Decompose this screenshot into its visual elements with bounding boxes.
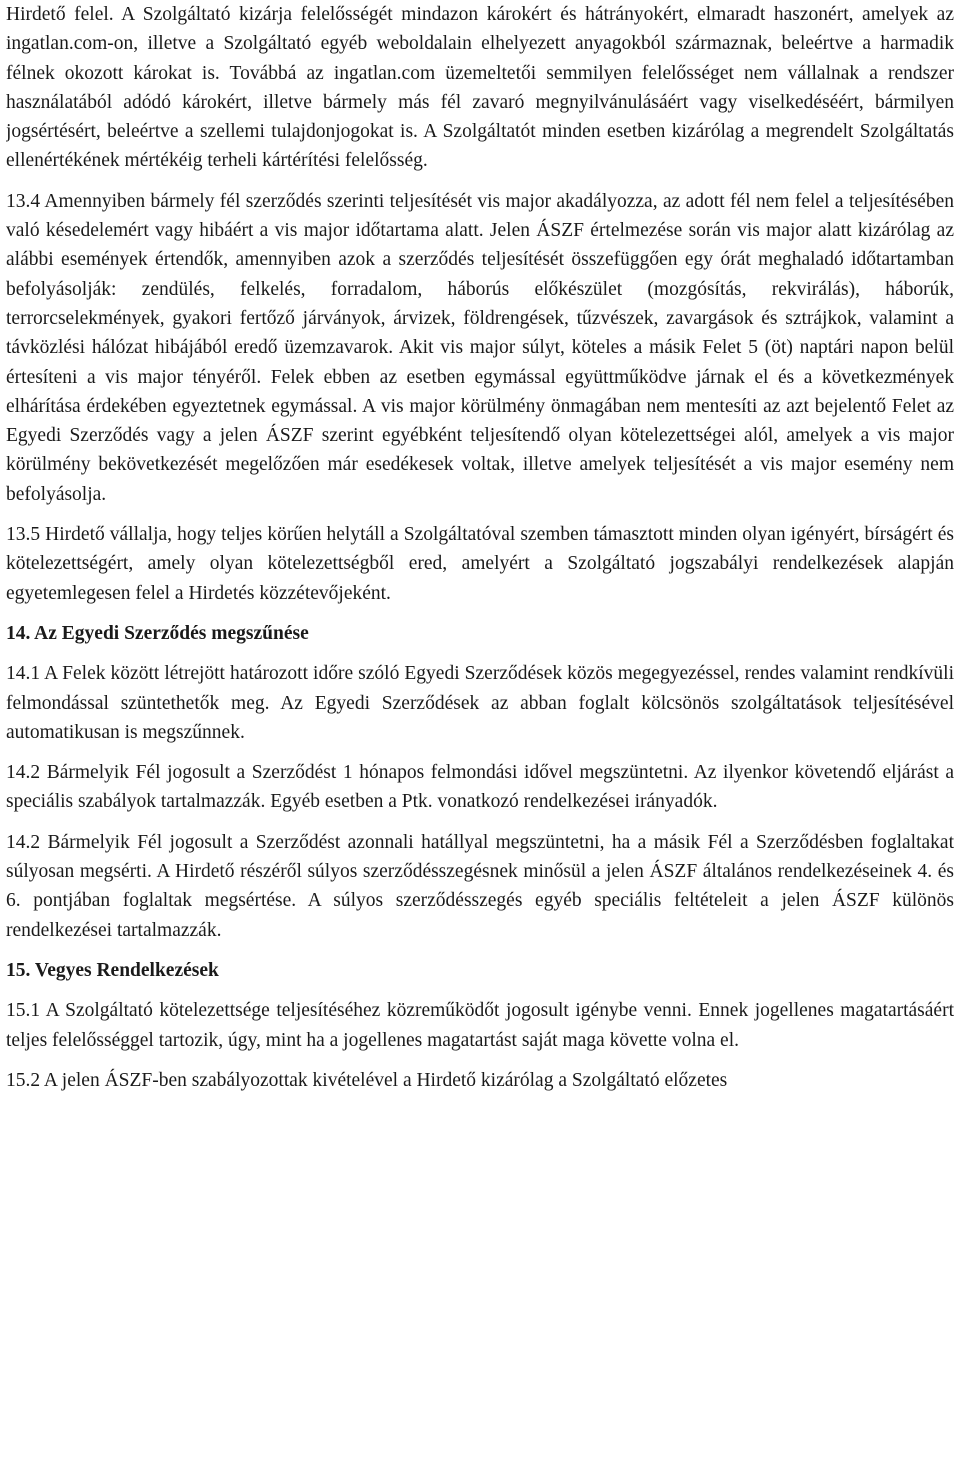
paragraph-14-1: 14.1 A Felek között létrejött határozott időre szóló Egyedi Szerződések közös megegyezéssel, rendes valamint rendkívüli felmondással szüntethetők meg. Az Egyedi Szerződések az abban foglalt kölcsönös szolgáltatások teljesítésével automatikusan is megszűnnek. [6, 663, 954, 743]
paragraph-15-2: 15.2 A jelen ÁSZF-ben szabályozottak kivételével a Hirdető kizárólag a Szolgáltató előzetes [6, 1069, 728, 1091]
paragraph-14-2-immediate: 14.2 Bármelyik Fél jogosult a Szerződést azonnali hatállyal megszüntetni, ha a másik Fél a Szerződésben foglaltakat súlyosan megsérti. A Hirdető részéről súlyos szerződésszegésnek minősül a jelen ÁSZF általános rendelkezéseinek 4. és 6. pontjában foglaltak megsértése. A súlyos szerződésszegés egyéb speciális feltételeit a jelen ÁSZF különös rendelkezései tartalmazzák. [6, 831, 954, 941]
section-heading-15: 15. Vegyes Rendelkezések [6, 959, 219, 981]
section-heading-14: 14. Az Egyedi Szerződés megszűnése [6, 622, 309, 644]
paragraph-13-3-continued: Hirdető felel. A Szolgáltató kizárja felelősségét mindazon károkért és hátrányokért, elmaradt haszonért, amelyek az ingatlan.com-on, illetve a Szolgáltató egyéb weboldalain elhelyezett anyagokból származnak, beleértve a harmadik félnek okozott károkat is. Továbbá az ingatlan.com üzemeltetői semmilyen felelősséget nem vállalnak a rendszer használatából adódó károkért, illetve bármely más fél zavaró megnyilvánulásáért vagy viselkedéséért, bármilyen jogsértésért, beleértve a szellemi tulajdonjogokat is. A Szolgáltatót minden esetben kizárólag a megrendelt Szolgáltatás ellenértékének mértékéig terheli kártérítési felelősség. [6, 4, 954, 172]
paragraph-13-4: 13.4 Amennyiben bármely fél szerződés szerinti teljesítését vis major akadályozza, az adott fél nem felel a teljesítésében való késedelemért vagy hibáért a vis major időtartama alatt. Jelen ÁSZF értelmezése során vis major alatt kizárólag az alábbi események értendők, amennyiben azok a szerződés teljesítését összefüggően egy órát meghaladó időtartamban befolyásolják: zendülés, felkelés, forradalom, háborús előkészület (mozgósítás, rekvirálás), háborúk, terrorcselekmények, gyakori fertőző járványok, árvizek, földrengések, tűzvészek, zavargások és sztrájkok, valamint a távközlési hálózat hibájából eredő üzemzavarok. Akit vis major súlyt, köteles a másik Felet 5 (öt) naptári napon belül értesíteni a vis major tényéről. Felek ebben az esetben egymással együttműködve járnak el és a következmények elhárítása érdekében egyeztetnek egymással. A vis major körülmény önmagában nem mentesíti az azt bejelentő Felet az Egyedi Szerződés vagy a jelen ÁSZF szerint egyébként teljesítendő olyan kötelezettségei alól, amelyek a vis major körülmény bekövetkezését megelőzően már esedékesek voltak, illetve amelyek teljesítését a vis major esemény nem befolyásolja. [6, 190, 954, 505]
document-page [6, 0, 954, 1460]
paragraph-14-2-notice: 14.2 Bármelyik Fél jogosult a Szerződést 1 hónapos felmondási idővel megszüntetni. Az ilyenkor követendő eljárást a speciális szabályok tartalmazzák. Egyéb esetben a Ptk. vonatkozó rendelkezései irányadók. [6, 762, 954, 813]
paragraph-15-1: 15.1 A Szolgáltató kötelezettsége teljesítéséhez közreműködőt jogosult igénybe venni. Ennek jogellenes magatartásáért teljes felelősséggel tartozik, úgy, mint ha a jogellenes magatartást saját maga követte volna el. [6, 1000, 954, 1051]
paragraph-13-5: 13.5 Hirdető vállalja, hogy teljes körűen helytáll a Szolgáltatóval szemben támasztott minden olyan igényért, bírságért és kötelezettségért, amely olyan kötelezettségből ered, amelyért a Szolgáltató jogszabályi rendelkezések alapján egyetemlegesen felel a Hirdetés közzétevőjeként. [6, 524, 954, 604]
